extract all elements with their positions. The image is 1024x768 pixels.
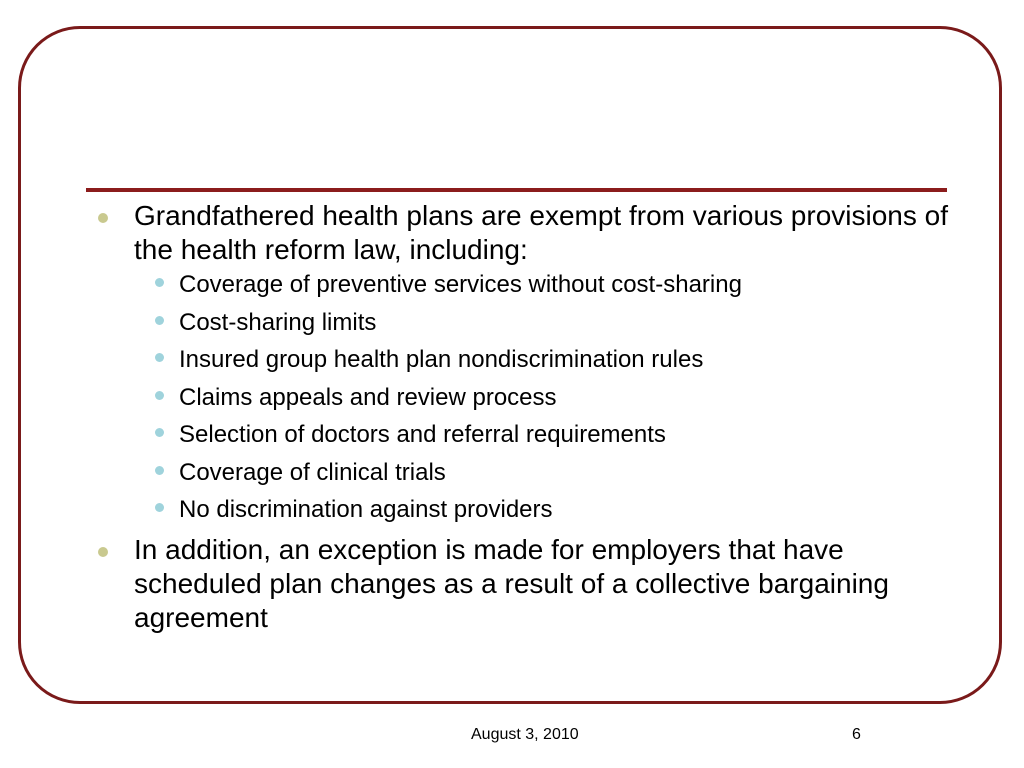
sub-bullet-dot-icon xyxy=(155,503,164,512)
bullet-item xyxy=(96,533,956,635)
sub-bullet-item xyxy=(96,495,956,525)
sub-bullet-dot-icon xyxy=(155,353,164,362)
sub-bullet-text: Insured group health plan nondiscrimination rules xyxy=(179,346,704,373)
bullet-dot-icon xyxy=(98,213,108,223)
sub-bullet-dot-icon xyxy=(155,428,164,437)
title-rule-divider xyxy=(86,188,947,192)
sub-bullet-dot-icon xyxy=(155,278,164,287)
sub-bullet-dot-icon xyxy=(155,391,164,400)
slide-content xyxy=(96,199,956,635)
sub-bullet-item xyxy=(96,308,956,338)
bullet-item xyxy=(96,199,956,267)
sub-bullet-text: Selection of doctors and referral requirements xyxy=(179,421,666,448)
sub-bullet-text: Claims appeals and review process xyxy=(179,383,557,411)
bullet-text: In addition, an exception is made for employers that have scheduled plan changes as a result of a collective bargaining agreement xyxy=(134,533,889,633)
footer-date: August 3, 2010 xyxy=(471,726,579,743)
sub-bullet-text: No discrimination against providers xyxy=(179,496,553,523)
sub-bullet-text: Coverage of preventive services without cost-sharing xyxy=(179,271,742,298)
sub-bullet-list xyxy=(96,270,956,525)
footer-page-number: 6 xyxy=(852,726,861,743)
bullet-text: Grandfathered health plans are exempt from various provisions of the health reform law, including: xyxy=(134,200,948,265)
sub-bullet-item xyxy=(96,420,956,450)
sub-bullet-item xyxy=(96,383,956,413)
sub-bullet-text: Cost-sharing limits xyxy=(179,308,377,336)
sub-bullet-item xyxy=(96,458,956,488)
bullet-dot-icon xyxy=(98,547,108,557)
sub-bullet-text: Coverage of clinical trials xyxy=(179,458,446,486)
sub-bullet-dot-icon xyxy=(155,316,164,325)
sub-bullet-item xyxy=(96,270,956,300)
sub-bullet-dot-icon xyxy=(155,466,164,475)
sub-bullet-item xyxy=(96,345,956,375)
